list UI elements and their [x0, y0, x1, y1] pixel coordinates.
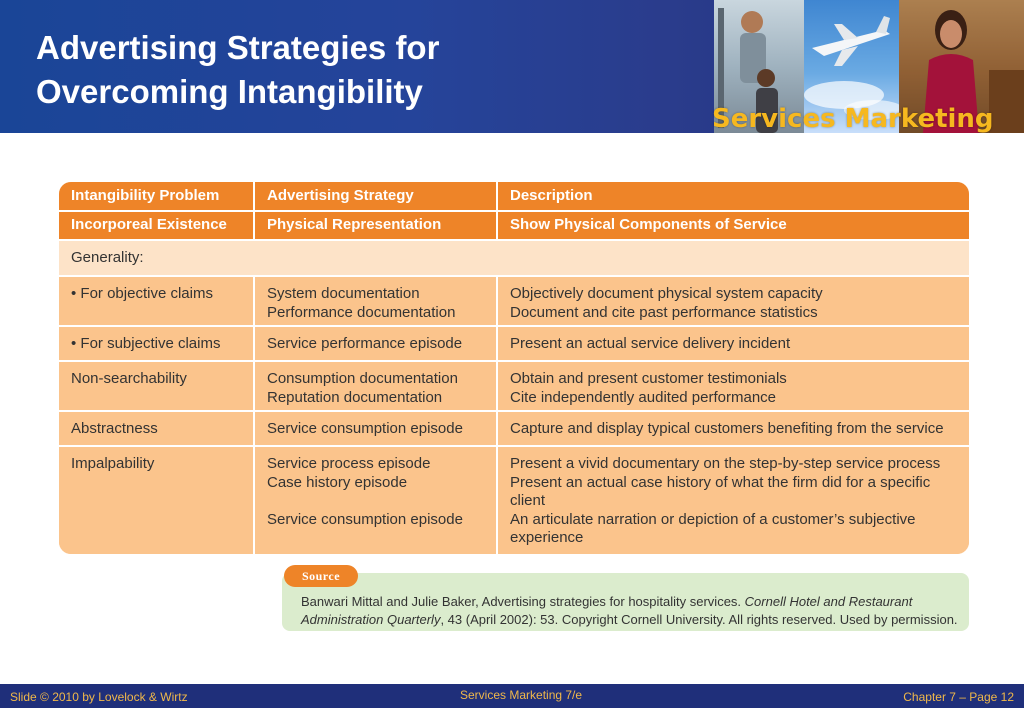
strategy-cell: Consumption documentation Reputation documentation	[255, 362, 498, 410]
brand-label: Services Marketing	[712, 104, 994, 133]
strategy-cell: Service consumption episode	[255, 412, 498, 445]
subheader-description: Show Physical Components of Service	[510, 216, 787, 234]
footer-book-title: Services Marketing 7/e	[460, 688, 583, 702]
problem-cell: Abstractness	[59, 412, 255, 445]
strategy-cell: System documentation Performance documentation	[255, 277, 498, 325]
table-row	[59, 327, 969, 360]
slide-title	[36, 26, 676, 114]
header-description: Description	[510, 186, 593, 204]
description-cell: Obtain and present customer testimonials Cite independently audited performance	[510, 370, 787, 406]
problem-cell: • For objective claims	[59, 277, 255, 325]
strategy-cell: Service performance episode	[255, 327, 498, 360]
citation-line-2: Administration Quarterly, 43 (April 2002): 53. Copyright Cornell University. All rights reserved. Used by permission.	[301, 612, 958, 627]
slide-footer	[0, 684, 1024, 708]
header-problem: Intangibility Problem	[59, 182, 255, 210]
section-label: Generality:	[71, 248, 144, 266]
description-cell: Present a vivid documentary on the step-by-step service process Present an actual case history of what the firm did for a specific client An articulate narration or depiction of a customer’s subjective experience	[510, 455, 941, 546]
subheader-problem: Incorporeal Existence	[59, 212, 255, 239]
source-citation	[301, 593, 961, 629]
description-cell: Objectively document physical system capacity Document and cite past performance statistics	[510, 285, 823, 321]
slide-header	[0, 0, 1024, 133]
problem-cell: Non-searchability	[59, 362, 255, 410]
citation-line-1: Banwari Mittal and Julie Baker, Advertising strategies for hospitality services. Cornell Hotel and Restaurant	[301, 594, 913, 609]
title-line-1: Advertising Strategies for	[36, 29, 440, 66]
strategy-cell: Service process episode Case history episode Service consumption episode	[255, 447, 498, 554]
table-header-row	[59, 182, 969, 212]
footer-copyright: Slide © 2010 by Lovelock & Wirtz	[10, 690, 188, 704]
header-strategy: Advertising Strategy	[255, 182, 498, 210]
table-row	[59, 277, 969, 325]
title-line-2: Overcoming Intangibility	[36, 73, 423, 110]
intangibility-table	[59, 182, 969, 554]
problem-cell: • For subjective claims	[59, 327, 255, 360]
table-row	[59, 412, 969, 445]
subheader-strategy: Physical Representation	[255, 212, 498, 239]
problem-cell: Impalpability	[59, 447, 255, 554]
table-row	[59, 362, 969, 410]
table-row	[59, 447, 969, 554]
source-tab-label: Source	[284, 565, 358, 587]
section-row-generality	[59, 241, 969, 275]
description-cell: Present an actual service delivery incident	[510, 335, 791, 352]
table-subheader-row	[59, 212, 969, 239]
description-cell: Capture and display typical customers benefiting from the service	[510, 420, 944, 437]
footer-page-number: Chapter 7 – Page 12	[903, 690, 1014, 704]
